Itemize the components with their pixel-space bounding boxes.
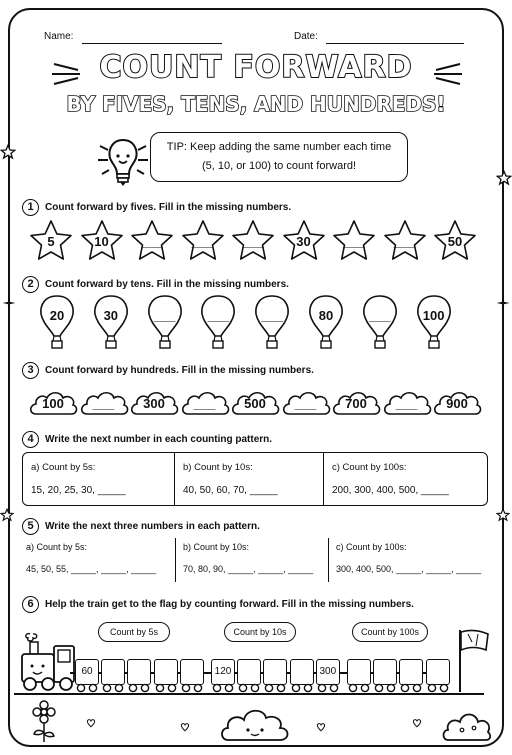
pattern-cell-a[interactable] (23, 453, 173, 505)
cloud-2[interactable] (79, 388, 129, 416)
burst-lines-icon (428, 58, 464, 88)
section-3-instruction: Count forward by hundreds. Fill in the missing numbers. (45, 365, 314, 377)
section-1-number: 1 (22, 199, 39, 216)
cloud-9[interactable] (432, 388, 482, 416)
train-wheels (75, 683, 99, 693)
cloud-4[interactable] (180, 388, 230, 416)
star-1-value[interactable]: 5 (47, 234, 55, 249)
star-5-value[interactable]: ___ (242, 234, 264, 249)
pattern-label: a) Count by 5s: (31, 462, 96, 473)
balloon-8-value[interactable]: 100 (422, 308, 445, 323)
section-2-heading (22, 276, 289, 293)
train-wheels (399, 683, 423, 693)
train-wheels (237, 683, 261, 693)
heart-icon (86, 718, 96, 728)
name-label: Name: (44, 31, 74, 42)
sparkle-icon (496, 296, 510, 310)
train-wheels (316, 683, 340, 693)
star-icon (496, 508, 510, 522)
train-wheels (263, 683, 287, 693)
page-subtitle: BY FIVES, TENS, AND HUNDREDS! (66, 92, 446, 116)
next-three-cell-c[interactable] (330, 538, 488, 586)
train-wheels (180, 683, 204, 693)
section-2-instruction: Count forward by tens. Fill in the missing numbers. (45, 279, 289, 291)
tip-line-2: (5, 10, or 100) to count forward! (201, 160, 357, 172)
train-car-2[interactable] (101, 659, 125, 685)
cloud-6[interactable] (281, 388, 331, 416)
train-car-13[interactable] (399, 659, 423, 685)
cloud-3-value[interactable]: 300 (143, 396, 165, 411)
train-car-9[interactable] (290, 659, 314, 685)
smiling-cloud-icon (218, 702, 292, 742)
star-2-value[interactable]: 10 (94, 234, 109, 249)
train-wheels (211, 683, 235, 693)
balloon-1[interactable] (38, 294, 76, 350)
star-7-value[interactable]: ___ (343, 234, 365, 249)
train-wheels (426, 683, 450, 693)
pattern-cell-b[interactable] (175, 453, 323, 505)
cloud-1[interactable] (28, 388, 78, 416)
train-car-10[interactable]: 300 (316, 659, 340, 685)
star-icon (496, 170, 512, 186)
train-car-1[interactable]: 60 (75, 659, 99, 685)
name-line[interactable] (82, 34, 222, 44)
pattern-value[interactable]: 300, 400, 500, _____, _____, _____ (336, 564, 482, 574)
heart-icon (180, 722, 190, 732)
star-5[interactable] (230, 218, 276, 262)
section-4-instruction: Write the next number in each counting pattern. (45, 434, 273, 446)
section-5-instruction: Write the next three numbers in each pattern. (45, 521, 260, 533)
balloon-2[interactable] (92, 294, 130, 350)
burst-lines-icon (50, 58, 86, 88)
pattern-value[interactable]: 45, 50, 55, _____, _____, _____ (26, 564, 157, 574)
cloud-1-value[interactable]: 100 (42, 396, 64, 411)
star-6-value[interactable]: 30 (296, 234, 311, 249)
cloud-8[interactable] (382, 388, 432, 416)
star-3[interactable] (129, 218, 175, 262)
next-three-cell-a[interactable] (22, 538, 172, 586)
balloon-6-value[interactable]: 80 (318, 308, 334, 323)
heart-icon (316, 722, 326, 732)
star-7[interactable] (331, 218, 377, 262)
section-3-number: 3 (22, 362, 39, 379)
section-4-heading (22, 431, 272, 448)
cloud-9-value[interactable]: 900 (446, 396, 468, 411)
balloon-3-value[interactable]: ___ (153, 308, 176, 323)
train-engine-icon (16, 628, 78, 694)
star-9[interactable] (432, 218, 478, 262)
heart-icon (412, 718, 422, 728)
section-4-number: 4 (22, 431, 39, 448)
pattern-box (22, 452, 488, 506)
date-label: Date: (294, 31, 318, 42)
pattern-label: c) Count by 100s: (332, 462, 407, 473)
train-car-11[interactable] (347, 659, 371, 685)
divider (175, 538, 176, 582)
sparkle-icon (2, 296, 16, 310)
pattern-value[interactable]: 40, 50, 60, 70, _____ (183, 485, 278, 496)
train-car-3[interactable] (127, 659, 151, 685)
train-wheels (101, 683, 125, 693)
flower-icon (26, 700, 62, 744)
next-three-cell-b[interactable] (177, 538, 327, 586)
pattern-cell-c[interactable] (324, 453, 488, 505)
pattern-label: c) Count by 100s: (336, 542, 407, 552)
star-9-value[interactable]: 50 (447, 234, 463, 249)
cloud-5[interactable] (230, 388, 280, 416)
balloon-7[interactable] (361, 294, 399, 350)
cloud-2-value[interactable]: ___ (92, 396, 115, 411)
cloud-5-value[interactable]: 500 (244, 396, 266, 411)
balloon-2-value[interactable]: 30 (103, 308, 119, 323)
cloud-7-value[interactable]: 700 (345, 396, 367, 411)
balloon-4-value[interactable]: ___ (207, 308, 230, 323)
count-by-10s-pill: Count by 10s (224, 622, 296, 642)
train-wheels (154, 683, 178, 693)
pattern-value[interactable]: 15, 20, 25, 30, _____ (31, 485, 126, 496)
section-3-heading (22, 362, 314, 379)
train-car-5[interactable] (180, 659, 204, 685)
train-track (14, 693, 484, 695)
section-2-number: 2 (22, 276, 39, 293)
section-1-heading (22, 199, 291, 216)
pattern-label: b) Count by 10s: (183, 542, 250, 552)
balloon-8[interactable] (415, 294, 453, 350)
section-5-number: 5 (22, 518, 39, 535)
star-4-value[interactable]: ___ (191, 234, 214, 249)
star-icon (0, 508, 14, 522)
train-wheels (127, 683, 151, 693)
tip-box (150, 132, 408, 182)
balloon-5-value[interactable]: ___ (261, 308, 284, 323)
balloon-7-value[interactable]: ___ (368, 308, 391, 323)
train-car-6[interactable]: 120 (211, 659, 235, 685)
star-1[interactable] (28, 218, 74, 262)
date-line[interactable] (326, 34, 464, 44)
section-6-number: 6 (22, 596, 39, 613)
section-6-heading (22, 596, 414, 613)
cloud-6-value[interactable]: ___ (294, 396, 317, 411)
divider (328, 538, 329, 582)
section-5-heading (22, 518, 260, 535)
train-car-7[interactable] (237, 659, 261, 685)
flag-icon (456, 626, 494, 694)
balloon-4[interactable] (199, 294, 237, 350)
cloud-8-value[interactable]: ___ (395, 396, 418, 411)
cloud-4-value[interactable]: ___ (193, 396, 216, 411)
pattern-value[interactable]: 70, 80, 90, _____, _____, _____ (183, 564, 314, 574)
star-icon (0, 144, 16, 160)
name-field[interactable] (44, 26, 222, 44)
train-car-8[interactable] (263, 659, 287, 685)
train-wheels (347, 683, 371, 693)
train-car-4[interactable] (154, 659, 178, 685)
section-6-instruction: Help the train get to the flag by counting forward. Fill in the missing numbers. (45, 599, 414, 611)
page-title: COUNT FORWARD (99, 50, 413, 85)
star-8-value[interactable]: ___ (393, 234, 416, 249)
star-4[interactable] (180, 218, 226, 262)
train-wheels (373, 683, 397, 693)
star-6[interactable] (281, 218, 327, 262)
balloon-1-value[interactable]: 20 (49, 308, 65, 323)
bush-icon (442, 702, 492, 742)
train-car-14[interactable] (426, 659, 450, 685)
next-three-area (22, 538, 488, 586)
balloon-6[interactable] (307, 294, 345, 350)
pattern-value[interactable]: 200, 300, 400, 500, _____ (332, 485, 449, 496)
star-8[interactable] (382, 218, 428, 262)
train-wheels (290, 683, 314, 693)
cloud-3[interactable] (129, 388, 179, 416)
cloud-7[interactable] (331, 388, 381, 416)
count-by-100s-pill: Count by 100s (352, 622, 428, 642)
train-car-12[interactable] (373, 659, 397, 685)
pattern-label: b) Count by 10s: (183, 462, 253, 473)
count-by-5s-pill: Count by 5s (98, 622, 170, 642)
balloon-3[interactable] (146, 294, 184, 350)
star-3-value[interactable]: ___ (141, 234, 163, 249)
lightbulb-icon (96, 130, 150, 192)
balloon-5[interactable] (253, 294, 291, 350)
tip-line-1: TIP: Keep adding the same number each time (166, 141, 392, 153)
section-1-instruction: Count forward by fives. Fill in the missing numbers. (45, 202, 292, 214)
star-2[interactable] (79, 218, 125, 262)
pattern-label: a) Count by 5s: (26, 542, 88, 552)
date-field[interactable] (294, 26, 464, 44)
